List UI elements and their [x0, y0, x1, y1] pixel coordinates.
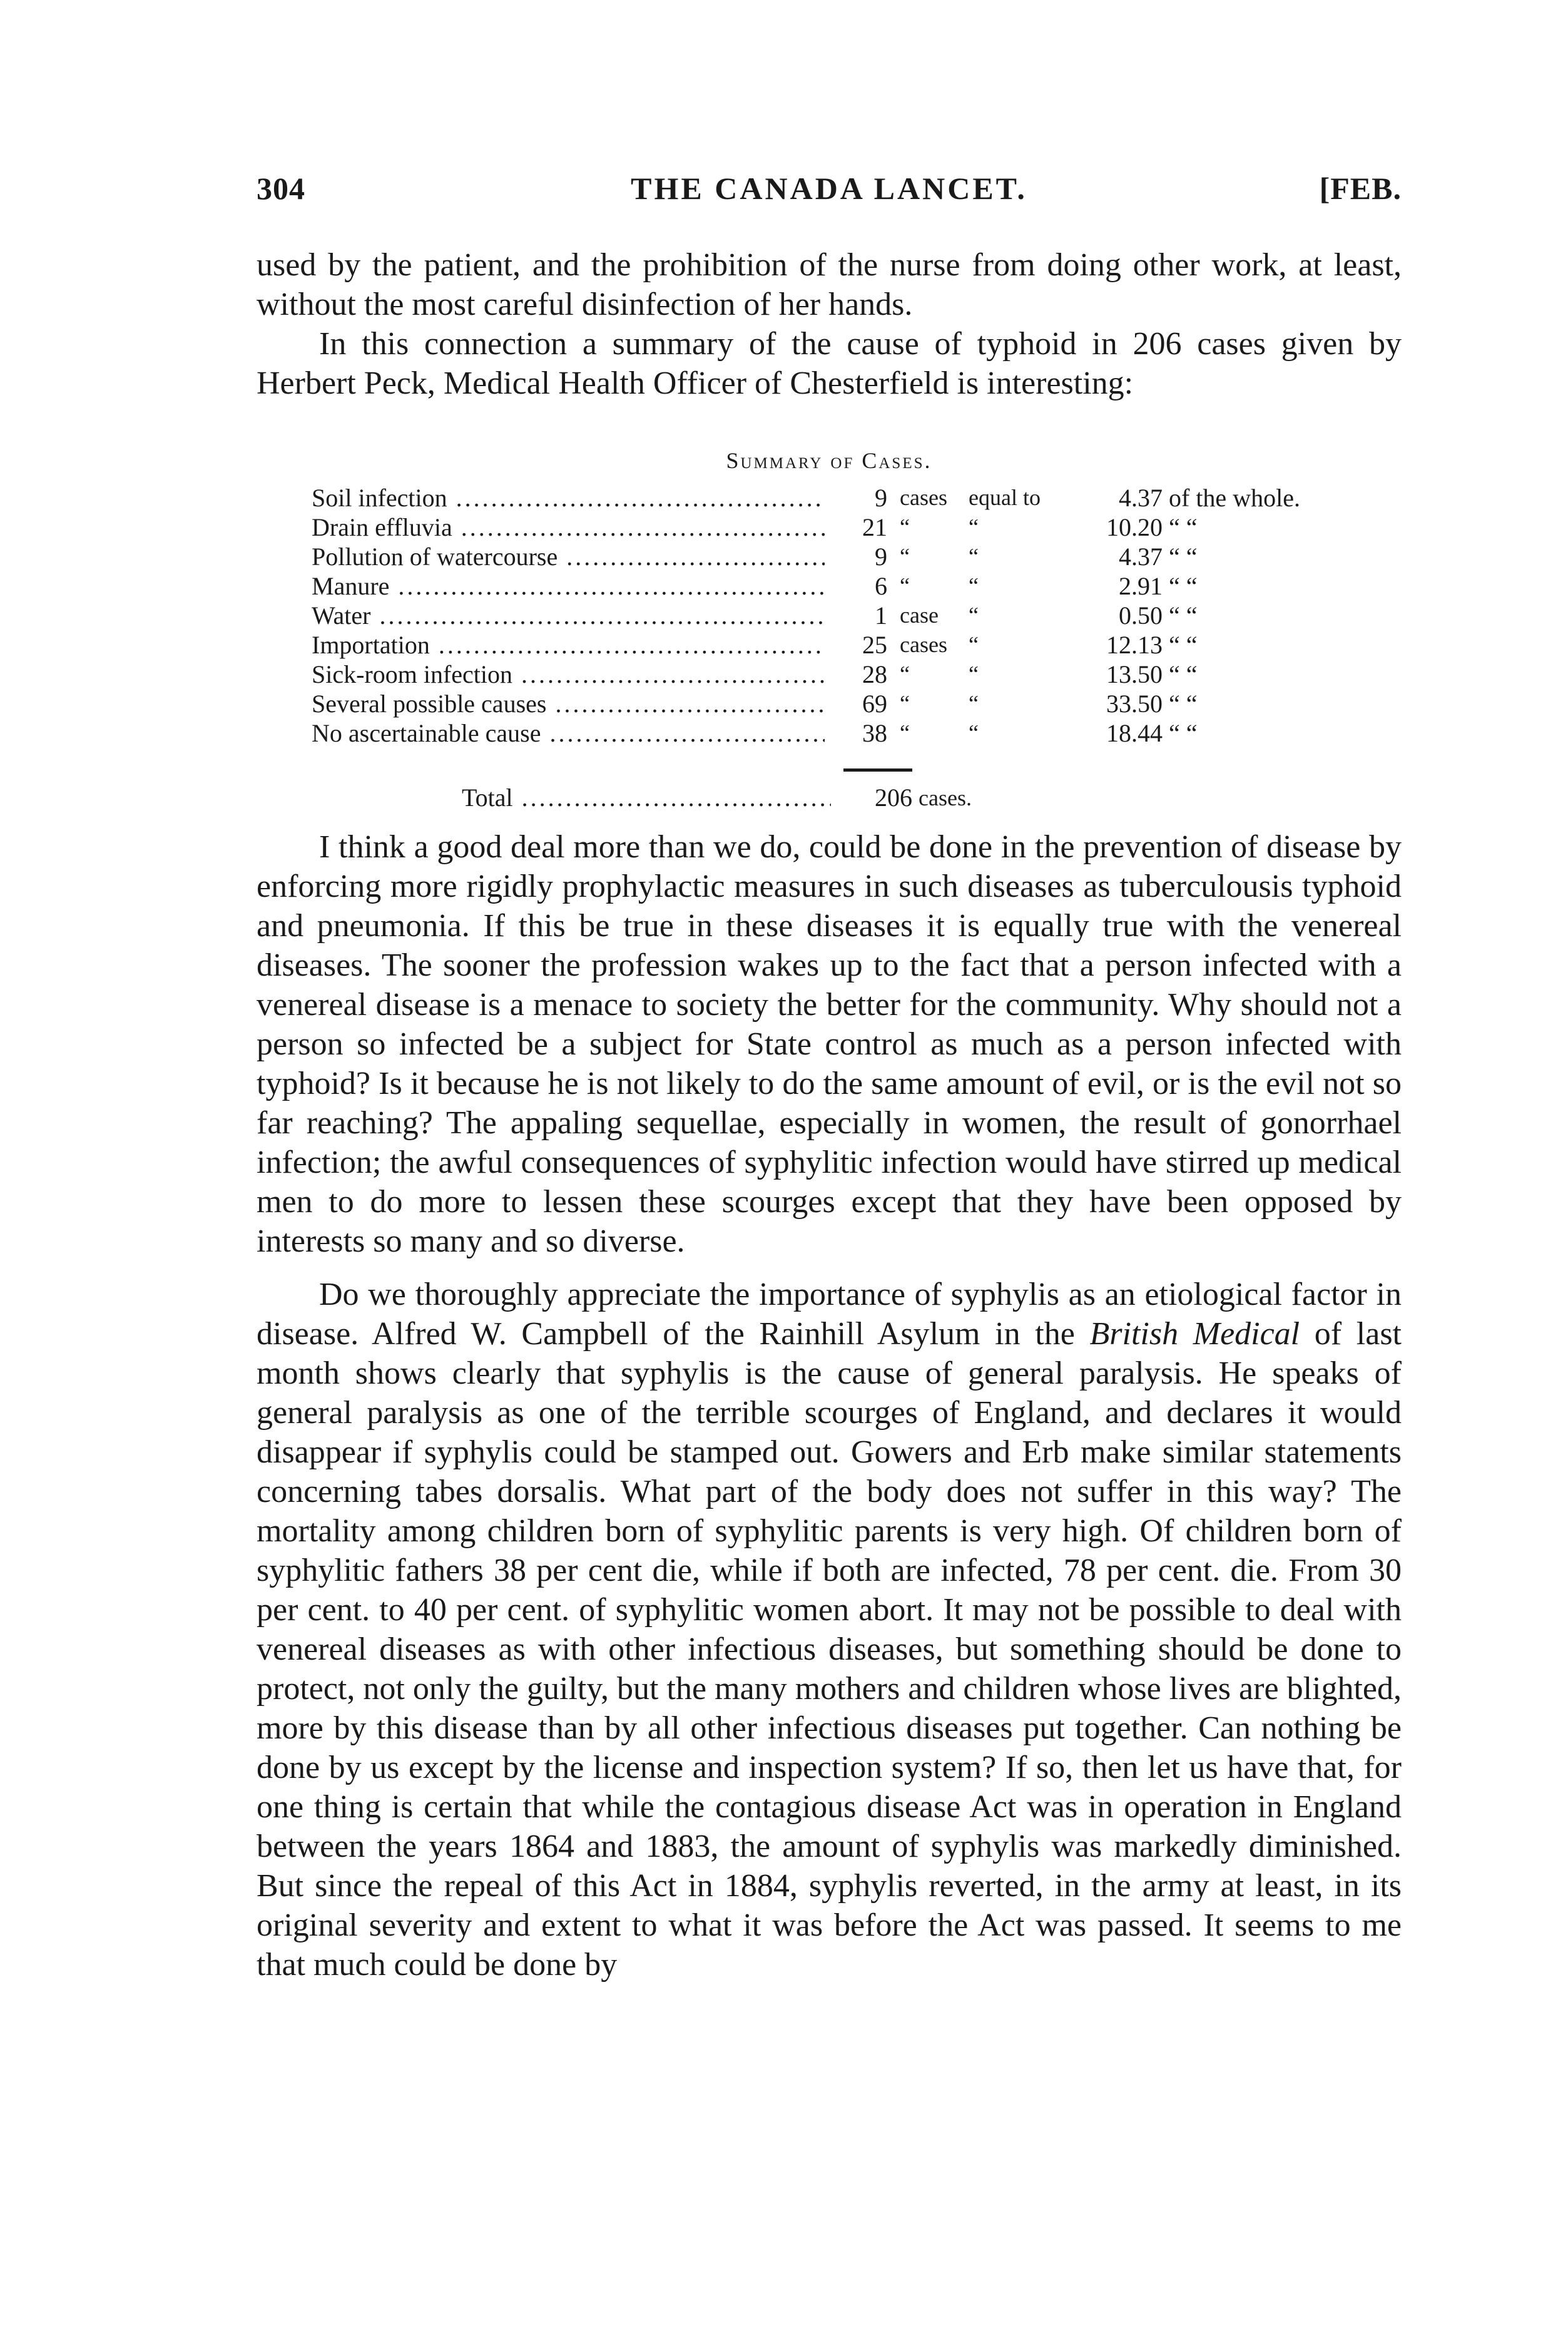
total-row — [462, 782, 1087, 814]
of-whole: “ “ — [1169, 601, 1198, 630]
summary-row — [312, 601, 1375, 630]
percentage: 2.91 — [1119, 572, 1163, 600]
of-whole: “ “ — [1169, 690, 1198, 718]
case-count: 9 — [875, 484, 887, 512]
of-whole: “ “ — [1169, 631, 1198, 659]
paragraph-continuation: used by the patient, and the prohibition of the nurse from doing other work, at least, without the most careful disinfection of her hands. — [257, 247, 1402, 322]
summary-row — [312, 689, 1375, 718]
case-unit: cases — [900, 485, 947, 510]
percentage: 33.50 — [1106, 690, 1163, 718]
equal-to: “ — [969, 691, 979, 716]
equal-to: “ — [969, 544, 979, 569]
case-unit: case — [900, 603, 939, 628]
case-count: 21 — [862, 513, 887, 541]
cause-label: No ascertainable cause ..... — [312, 718, 825, 748]
case-count: 9 — [875, 543, 887, 571]
page-number: 304 — [257, 171, 305, 206]
equal-to: “ — [969, 720, 979, 745]
summary-row — [312, 660, 1375, 689]
cause-label: Importation ..... — [312, 630, 825, 660]
percentage: 12.13 — [1106, 631, 1163, 659]
cause-label: Several possible causes ..... — [312, 689, 825, 718]
case-unit: “ — [900, 573, 910, 598]
case-unit: “ — [900, 514, 910, 539]
issue-month: [FEB. — [1319, 171, 1402, 206]
total-value: 206 — [875, 784, 912, 812]
summary-table — [312, 483, 1375, 748]
equal-to: “ — [969, 661, 979, 687]
paragraph-text: of last month shows clearly that syphylis is the cause of general paralysis. He speaks of general paralysis as one of the terrible scourges of England, and declares it would disappear if syphylis could be stamped out. Gowers and Erb make similar statements concerning tabes dorsalis. What part of the body does not suffer in this way? The mortality among children born of syphylitic parents is very high. Of children born of syphylitic fathers 38 per cent die, while if both are infected, 78 per cent. die. From 30 per cent. to 40 per cent. of syphylitic women abort. It may not be possible to deal with venereal diseases as with other infectious diseases, but something should be done to protect, not only the guilty, but the many mothers and children whose lives are blighted, more by this disease than by all other infectious diseases put together. Can nothing be done by us except by the license and inspection system? If so, then let us have that, for one thing is certain that while the contagious disease Act was in operation in England between the years 1864 and 1883, the amount of syphylis was markedly diminished. But since the repeal of this Act in 1884, syphylis reverted, in the army at least, in its original severity and extent to what it was before the Act was passed. It seems to me that much could be done by — [257, 1316, 1402, 1983]
percentage: 4.37 — [1119, 543, 1163, 571]
cause-label: Pollution of watercourse ..... — [312, 542, 825, 571]
case-unit: “ — [900, 544, 910, 569]
of-whole: “ “ — [1169, 572, 1198, 600]
equal-to: equal to — [969, 485, 1041, 510]
summary-row — [312, 718, 1375, 748]
case-count: 25 — [862, 631, 887, 659]
total-unit: cases. — [919, 785, 972, 810]
case-count: 1 — [875, 601, 887, 630]
case-unit: “ — [900, 661, 910, 687]
case-count: 38 — [862, 719, 887, 747]
percentage: 10.20 — [1106, 513, 1163, 541]
case-count: 6 — [875, 572, 887, 600]
equal-to: “ — [969, 632, 979, 657]
of-whole: of the whole. — [1169, 484, 1300, 512]
of-whole: “ “ — [1169, 660, 1198, 688]
summary-row — [312, 513, 1375, 542]
running-head — [257, 170, 1402, 214]
equal-to: “ — [969, 573, 979, 598]
cause-label: Manure ..... — [312, 571, 825, 601]
total-rule — [843, 768, 912, 772]
summary-row — [312, 542, 1375, 571]
cause-label: Soil infection ..... — [312, 483, 825, 513]
percentage: 18.44 — [1106, 719, 1163, 747]
of-whole: “ “ — [1169, 543, 1198, 571]
intro-text — [257, 245, 1402, 403]
case-count: 28 — [862, 660, 887, 688]
case-unit: cases — [900, 632, 947, 657]
equal-to: “ — [969, 603, 979, 628]
equal-to: “ — [969, 514, 979, 539]
of-whole: “ “ — [1169, 513, 1198, 541]
summary-row — [312, 630, 1375, 660]
of-whole: “ “ — [1169, 719, 1198, 747]
case-unit: “ — [900, 691, 910, 716]
case-unit: “ — [900, 720, 910, 745]
paragraph-summary-intro: In this connection a summary of the cause of typhoid in 206 cases given by Herbert Peck, Medical Health Officer of Chesterfield is interesting: — [257, 326, 1402, 401]
main-text — [257, 827, 1402, 1984]
percentage: 4.37 — [1119, 484, 1163, 512]
paragraph-text: Do we thoroughly appreciate the importance of syphylis as an etiological factor in disease. Alfred W. Campbell of the Rainhill Asylum in the — [257, 1277, 1402, 1352]
percentage: 0.50 — [1119, 601, 1163, 630]
journal-title: THE CANADA LANCET. — [631, 171, 1027, 206]
percentage: 13.50 — [1106, 660, 1163, 688]
cause-label: Drain effluvia ..... — [312, 513, 825, 542]
cause-label: Sick-room infection ..... — [312, 660, 825, 689]
summary-row — [312, 483, 1375, 513]
summary-heading: Summary of Cases. — [726, 448, 932, 473]
paragraph-syphylis — [257, 1275, 1402, 1984]
total-label: Total ..... — [462, 782, 831, 814]
journal-reference: British Medical — [1089, 1316, 1300, 1352]
cause-label: Water ..... — [312, 601, 825, 630]
paragraph-prevention: I think a good deal more than we do, could be done in the prevention of disease by enforcing more rigidly prophylactic measures in such diseases as tuberculousis typhoid and pneumonia. If this be true in these diseases it is equally true with the venereal diseases. The sooner the profession wakes up to the fact that a person infected with a venereal disease is a menace to society the better for the community. Why should not a person so infected be a subject for State control as much as a person infected with typhoid? Is it because he is not likely to do the same amount of evil, or is the evil not so far reaching? The appaling sequellae, especially in women, the result of gonorrhael infection; the awful consequences of syphylitic infection would have stirred up medical men to do more to lessen these scourges except that they have been opposed by interests so many and so diverse. — [257, 829, 1402, 1259]
summary-row — [312, 571, 1375, 601]
case-count: 69 — [862, 690, 887, 718]
